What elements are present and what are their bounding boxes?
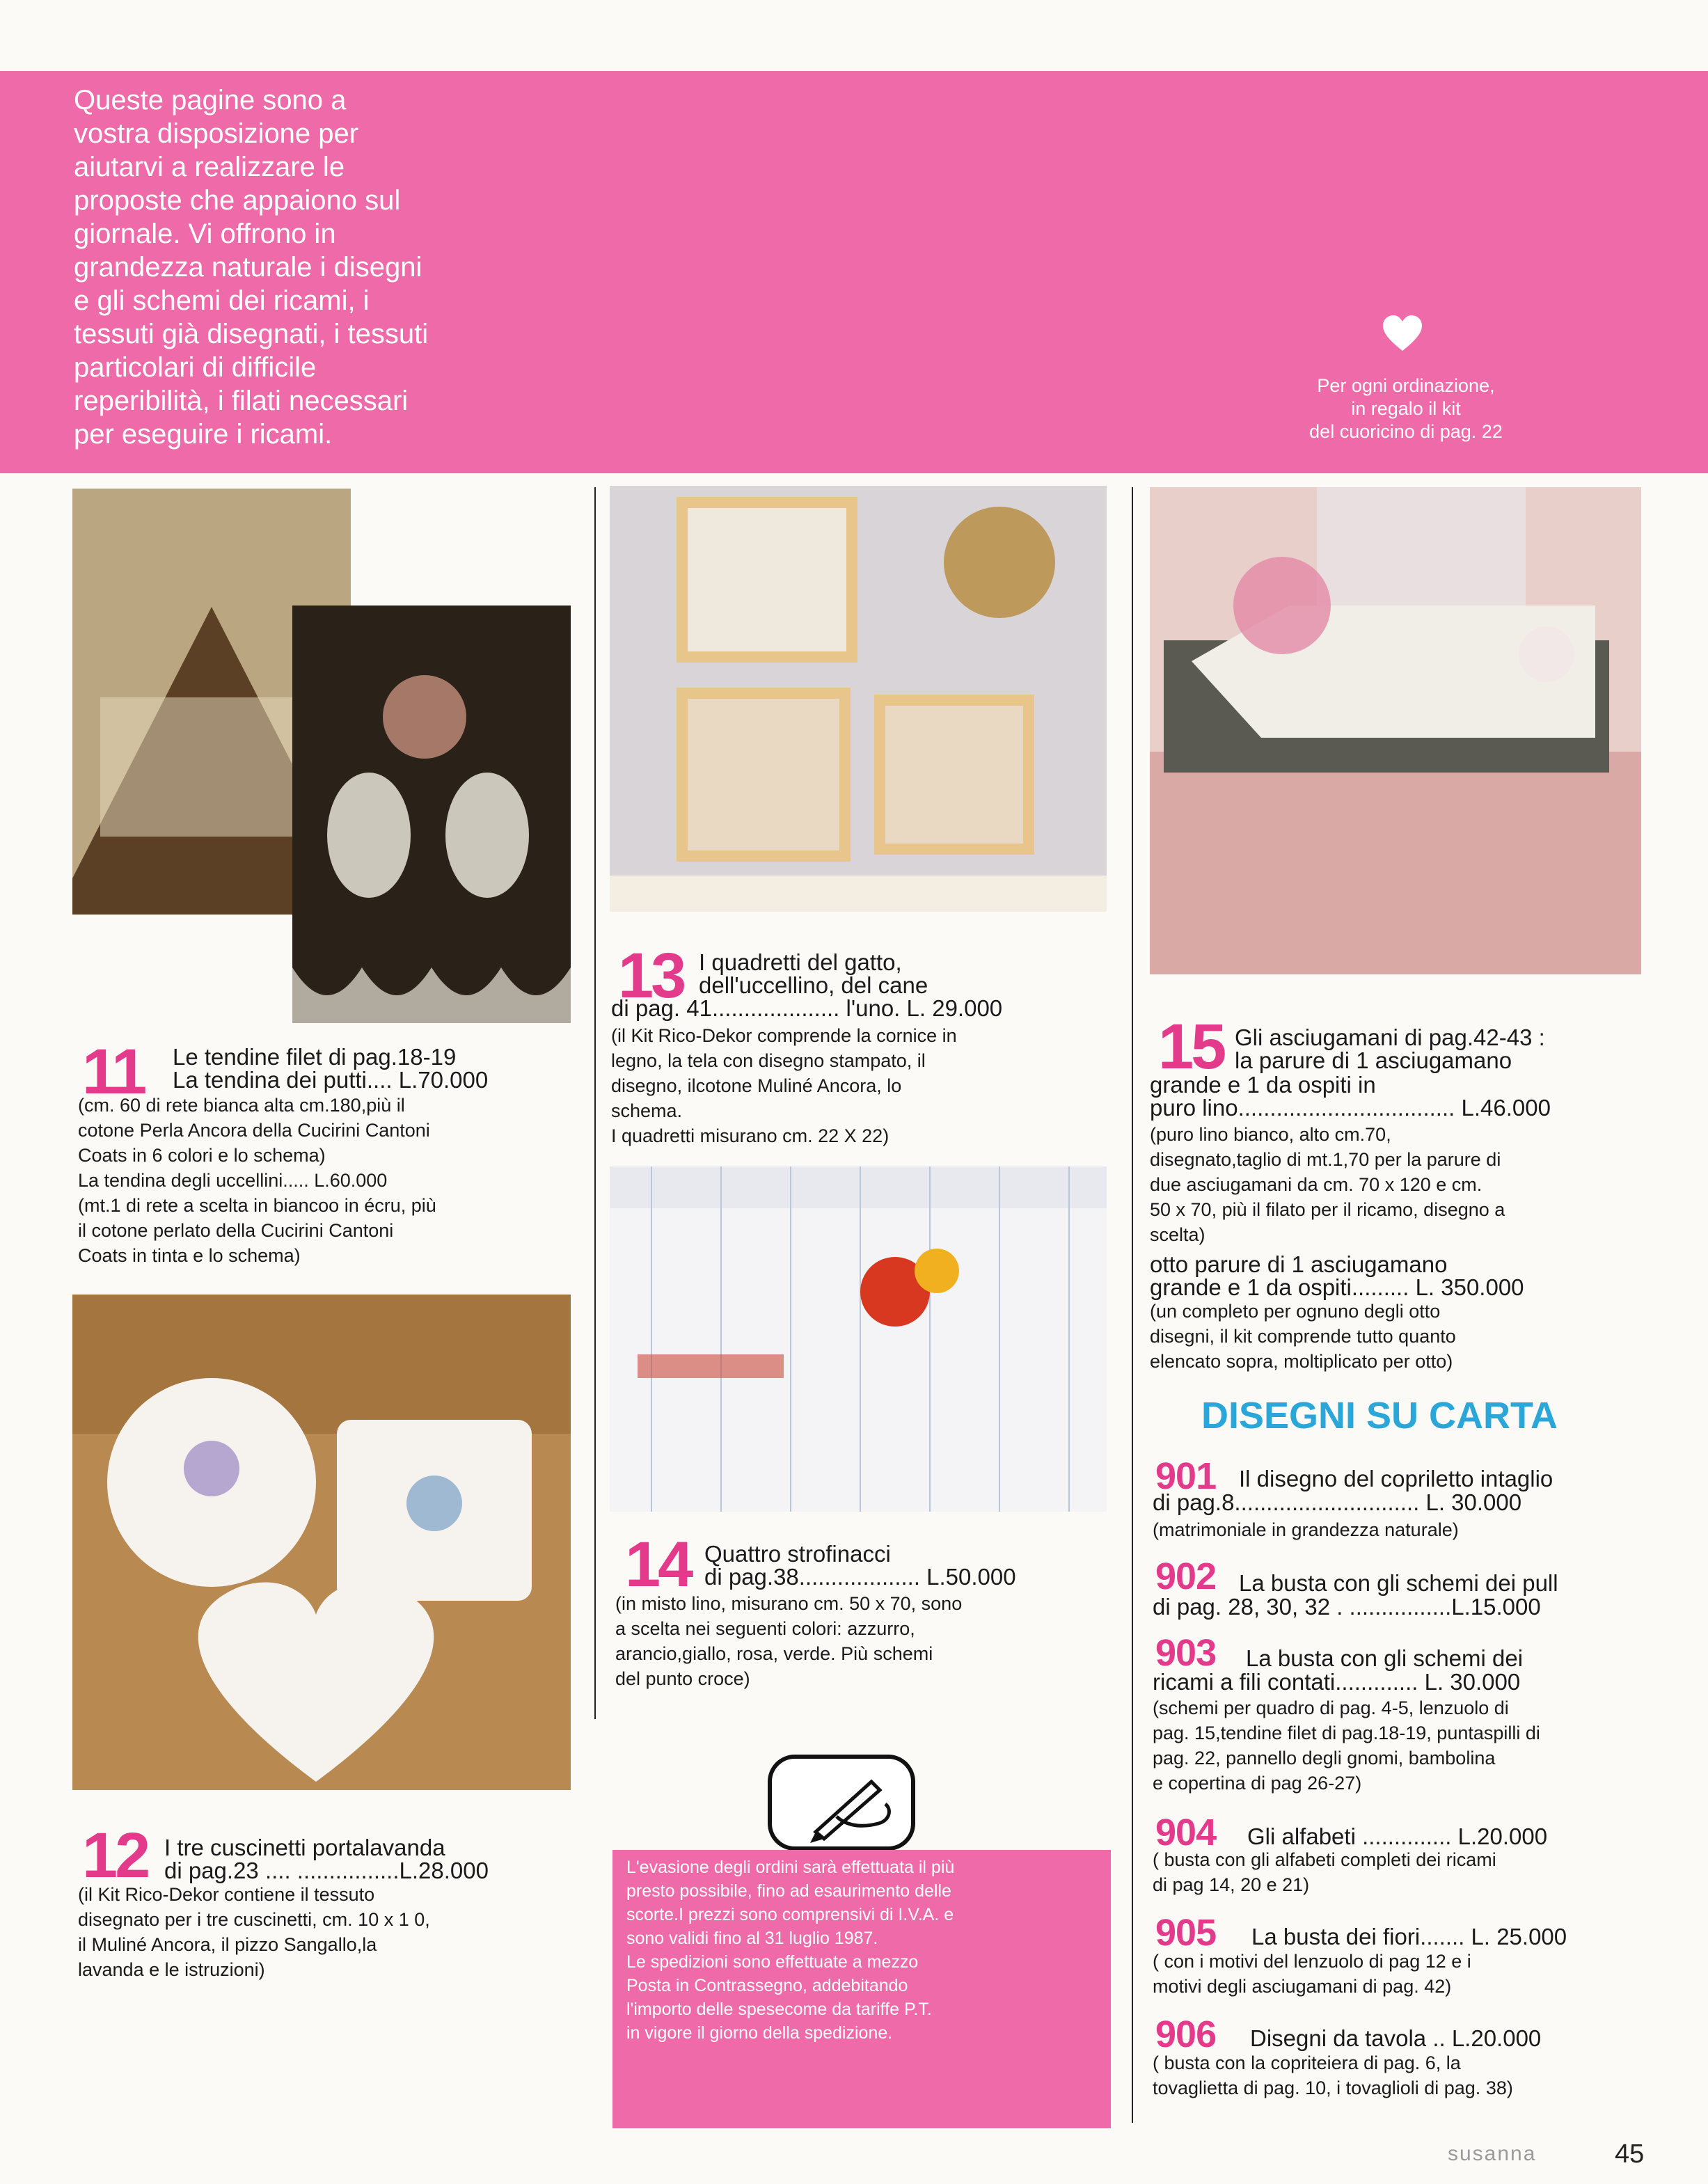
item-title-line: Gli asciugamani di pag.42-43 :	[1235, 1024, 1545, 1050]
intro-line: reperibilità, i filati necessari	[74, 386, 409, 416]
item-title-line: di pag. 41.................... l'uno. L. 29.000	[611, 995, 1003, 1021]
item-title-line: dell'uccellino, del cane	[699, 972, 928, 998]
item-description	[1153, 1695, 1540, 1796]
photo-towels-dresser	[1150, 487, 1641, 974]
item-description	[611, 1023, 957, 1148]
notice-line: in vigore il giorno della spedizione.	[626, 2023, 893, 2043]
item-desc-line: (puro lino bianco, alto cm.70,	[1150, 1124, 1391, 1145]
item-title	[164, 1836, 489, 1882]
item-title	[1150, 1073, 1551, 1119]
item-title	[1247, 1825, 1547, 1848]
item-title-line: Quattro strofinacci	[704, 1541, 891, 1567]
item-description	[1153, 1949, 1471, 1999]
item-desc-line: due asciugamani da cm. 70 x 120 e cm.	[1150, 1174, 1482, 1195]
item-desc-line: il cotone perlato della Cucirini Cantoni	[78, 1220, 394, 1241]
column-divider	[1132, 487, 1133, 2123]
item-number: 11	[82, 1036, 145, 1107]
intro-line: tessuti già disegnati, i tessuti	[74, 319, 429, 349]
item-desc-line: elencato sopra, moltiplicato per otto)	[1150, 1351, 1453, 1372]
item-title	[1153, 1595, 1541, 1618]
item-number: 901	[1155, 1455, 1217, 1497]
item-description	[78, 1882, 430, 1982]
gift-line: del cuoricino di pag. 22	[1309, 421, 1503, 442]
item-title-line: Le tendine filet di pag.18-19	[173, 1044, 457, 1070]
item-desc-line: La tendina degli uccellini..... L.60.000	[78, 1170, 388, 1191]
item-title	[1235, 1026, 1545, 1072]
item-title-line: Gli alfabeti .............. L.20.000	[1247, 1823, 1548, 1849]
item-desc-line: arancio,giallo, rosa, verde. Più schemi	[615, 1643, 933, 1664]
item-number: 903	[1155, 1632, 1217, 1674]
intro-line: per eseguire i ricami.	[74, 419, 333, 450]
item-desc-line: Coats in 6 colori e lo schema)	[78, 1145, 326, 1166]
photo-lavender-pillows	[72, 1295, 571, 1790]
intro-line: vostra disposizione per	[74, 118, 359, 149]
item-desc-line: (schemi per quadro di pag. 4-5, lenzuolo di	[1153, 1698, 1509, 1718]
item-desc-line: ( busta con gli alfabeti completi dei ricami	[1153, 1849, 1496, 1870]
item-title	[611, 997, 1002, 1020]
item-description	[78, 1093, 436, 1268]
item-desc-line: tovaglietta di pag. 10, i tovaglioli di pag. 38)	[1153, 2078, 1513, 2098]
item-title-line: grande e 1 da ospiti in	[1150, 1072, 1376, 1098]
item-title-line: La busta con gli schemi dei	[1246, 1645, 1524, 1671]
page-number: 45	[1615, 2139, 1645, 2169]
gift-note	[1211, 374, 1601, 443]
item-title-line: I quadretti del gatto,	[699, 949, 902, 975]
item-desc-line: (in misto lino, misurano cm. 50 x 70, sono	[615, 1593, 963, 1614]
item-desc-line: (matrimoniale in grandezza naturale)	[1153, 1519, 1459, 1540]
item-desc-line: (cm. 60 di rete bianca alta cm.180,più il	[78, 1095, 405, 1116]
gift-line: Per ogni ordinazione,	[1317, 375, 1495, 396]
column-divider	[594, 487, 596, 1719]
item-desc-line: (un completo per ognuno degli otto	[1150, 1301, 1441, 1322]
item-title-line: ricami a fili contati............. L. 30.000	[1153, 1669, 1521, 1695]
item-title-line: La busta dei fiori....... L. 25.000	[1251, 1924, 1567, 1949]
item-title	[1150, 1253, 1524, 1299]
item-description	[615, 1591, 962, 1691]
item-desc-line: il Muliné Ancora, il pizzo Sangallo,la	[78, 1934, 377, 1955]
gift-line: in regalo il kit	[1351, 398, 1461, 419]
item-title-line: grande e 1 da ospiti......... L. 350.000	[1150, 1274, 1524, 1300]
item-title	[1153, 1491, 1521, 1514]
item-desc-line: lavanda e le istruzioni)	[78, 1959, 265, 1980]
item-number: 14	[625, 1529, 691, 1600]
item-title-line: otto parure di 1 asciugamano	[1150, 1251, 1448, 1277]
item-desc-line: pag. 15,tendine filet di pag.18-19, puntaspilli di	[1153, 1723, 1540, 1743]
item-title	[1251, 1925, 1567, 1948]
photo-cross-stitch-towels	[610, 1166, 1107, 1512]
item-desc-line: legno, la tela con disegno stampato, il	[611, 1050, 926, 1071]
notice-line: scorte.I prezzi sono comprensivi di I.V.A. e	[626, 1905, 954, 1924]
item-title-line: la parure di 1 asciugamano	[1235, 1047, 1512, 1073]
item-desc-line: pag. 22, pannello degli gnomi, bambolina	[1153, 1748, 1496, 1768]
intro-text	[74, 84, 561, 451]
item-desc-line: del punto croce)	[615, 1668, 750, 1689]
item-title	[1239, 1572, 1558, 1595]
notice-line: L'evasione degli ordini sarà effettuata il più	[626, 1858, 955, 1877]
item-number: 902	[1155, 1556, 1217, 1597]
item-description	[1153, 1847, 1496, 1897]
item-number: 15	[1158, 1011, 1224, 1082]
photo-cherub-curtain	[292, 606, 571, 1023]
photo-cat-frames	[610, 486, 1107, 912]
intro-line: particolari di difficile	[74, 352, 317, 383]
intro-line: giornale. Vi offrono in	[74, 219, 336, 249]
section-heading: DISEGNI SU CARTA	[1201, 1395, 1558, 1437]
intro-line: proposte che appaiono sul	[74, 185, 401, 216]
order-notice	[612, 1850, 1111, 2128]
item-desc-line: 50 x 70, più il filato per il ricamo, disegno a	[1150, 1199, 1505, 1220]
item-desc-line: di pag 14, 20 e 21)	[1153, 1874, 1310, 1895]
item-description	[1150, 1122, 1505, 1247]
item-title-line: di pag.23 .... ................L.28.000	[164, 1858, 489, 1883]
item-desc-line: (il Kit Rico-Dekor comprende la cornice in	[611, 1025, 957, 1046]
item-description	[1153, 1517, 1459, 1542]
item-desc-line: scelta)	[1150, 1224, 1205, 1245]
item-number: 906	[1155, 2013, 1217, 2055]
item-desc-line: cotone Perla Ancora della Cucirini Cantoni	[78, 1120, 430, 1141]
item-desc-line: ( con i motivi del lenzuolo di pag 12 e i	[1153, 1951, 1471, 1972]
item-desc-line: disegno, ilcotone Muliné Ancora, lo	[611, 1075, 902, 1096]
item-desc-line: disegnato,taglio di mt.1,70 per la parure di	[1150, 1149, 1501, 1170]
item-desc-line: disegni, il kit comprende tutto quanto	[1150, 1326, 1456, 1347]
footer-brand: susanna	[1448, 2142, 1537, 2165]
item-title	[1246, 1647, 1523, 1670]
item-desc-line: ( busta con la copriteiera di pag. 6, la	[1153, 2052, 1461, 2073]
intro-line: grandezza naturale i disegni	[74, 252, 422, 283]
item-title-line: di pag. 28, 30, 32 . ................L.15.000	[1153, 1594, 1541, 1620]
intro-line: e gli schemi dei ricami, i	[74, 285, 370, 316]
item-desc-line: schema.	[611, 1100, 683, 1121]
item-title	[704, 1542, 1016, 1588]
item-desc-line: (mt.1 di rete a scelta in biancoo in écru, più	[78, 1195, 436, 1216]
item-description	[1150, 1299, 1456, 1374]
item-title-line: di pag.38................... L.50.000	[704, 1564, 1016, 1590]
item-desc-line: I quadretti misurano cm. 22 X 22)	[611, 1125, 889, 1146]
item-number: 13	[618, 940, 684, 1011]
item-title	[1250, 2027, 1541, 2050]
item-description	[1153, 2050, 1513, 2100]
item-number: 12	[82, 1820, 148, 1891]
item-desc-line: e copertina di pag 26-27)	[1153, 1773, 1362, 1794]
item-number: 904	[1155, 1812, 1217, 1853]
notice-line: presto possibile, fino ad esaurimento delle	[626, 1881, 951, 1901]
item-title-line: Il disegno del copriletto intaglio	[1239, 1466, 1553, 1491]
item-desc-line: Coats in tinta e lo schema)	[78, 1245, 301, 1266]
item-title	[1239, 1467, 1553, 1490]
notice-line: l'importo delle spesecome da tariffe P.T.	[626, 2000, 932, 2019]
item-desc-line: a scelta nei seguenti colori: azzurro,	[615, 1618, 915, 1639]
item-title-line: puro lino.................................. L.46.000	[1150, 1095, 1551, 1121]
item-title-line: La tendina dei putti.... L.70.000	[173, 1067, 489, 1093]
item-title-line: La busta con gli schemi dei pull	[1239, 1570, 1558, 1596]
item-title-line: Disegni da tavola .. L.20.000	[1250, 2025, 1542, 2051]
item-title-line: I tre cuscinetti portalavanda	[164, 1835, 445, 1860]
heart-icon	[1382, 313, 1423, 355]
item-title-line: di pag.8............................. L. 30.000	[1153, 1489, 1522, 1515]
item-desc-line: motivi degli asciugamani di pag. 42)	[1153, 1976, 1452, 1997]
hand-writing-icon	[767, 1754, 916, 1851]
item-desc-line: (il Kit Rico-Dekor contiene il tessuto	[78, 1884, 375, 1905]
notice-line: Posta in Contrassegno, addebitando	[626, 1976, 908, 1995]
item-title	[173, 1045, 488, 1091]
intro-line: aiutarvi a realizzare le	[74, 152, 345, 182]
item-number: 905	[1155, 1912, 1217, 1954]
item-title	[1153, 1670, 1520, 1693]
intro-line: Queste pagine sono a	[74, 85, 347, 116]
item-desc-line: disegnato per i tre cuscinetti, cm. 10 x 1 0,	[78, 1909, 430, 1930]
item-title	[699, 951, 928, 997]
notice-line: sono validi fino al 31 luglio 1987.	[626, 1929, 878, 1948]
notice-line: Le spedizioni sono effettuate a mezzo	[626, 1952, 919, 1972]
